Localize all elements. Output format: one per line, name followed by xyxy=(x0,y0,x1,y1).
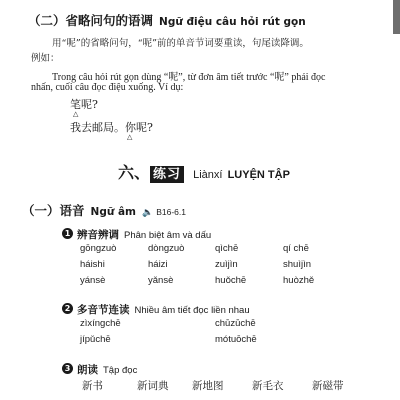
speaker-icon[interactable]: 🔈 xyxy=(142,208,154,218)
audio-code: B16-6.1 xyxy=(156,207,186,217)
section-2-number: （二） xyxy=(28,13,66,28)
stress-mark-1: △ xyxy=(73,110,79,118)
ex1-word: qìchē xyxy=(215,243,239,254)
section-2-title-zh: 省略问句的语调 xyxy=(65,13,154,28)
section-2-intro-vi-line2: nhấn, cuối câu đọc điệu xuống. Ví dụ: xyxy=(31,82,184,93)
lesson-label-vi: LUYỆN TẬP xyxy=(227,169,290,181)
section-2-heading xyxy=(28,10,306,29)
lesson-label-pinyin: Liànxí xyxy=(193,169,223,181)
section-2-intro-zh-line2: 例如： xyxy=(31,53,60,64)
ex3-word: 新地图 xyxy=(192,380,224,392)
ex1-word: dòngzuò xyxy=(148,243,185,254)
section-2-intro-zh-line1: 用“呢”的省略问句，“呢”前的单音节词要重读，句尾读降调。 xyxy=(52,38,309,49)
section-1-heading xyxy=(22,200,186,219)
ex1-word: háizi xyxy=(148,259,168,270)
ex2-word: jípǔchē xyxy=(80,334,111,345)
exercise-3-heading xyxy=(62,358,137,377)
ex2-word: chūzūchē xyxy=(215,318,256,329)
lesson-label-zh: 练习 xyxy=(150,166,184,183)
ex2-word: mótuōchē xyxy=(215,334,257,345)
section-1-title-vi: Ngữ âm xyxy=(90,206,136,218)
lesson-heading xyxy=(118,160,290,183)
exercise-2-heading xyxy=(62,298,250,317)
ex1-word: yǎnsè xyxy=(148,275,174,286)
ex3-word: 新毛衣 xyxy=(252,380,284,392)
ex2-word: zìxíngchē xyxy=(80,318,121,329)
exercise-2-title-zh: 多音节连读 xyxy=(77,304,130,316)
exercise-1-title-zh: 辨音辨调 xyxy=(77,229,119,241)
exercise-1-heading xyxy=(62,223,211,242)
ex1-word: qí chē xyxy=(283,243,309,254)
ex1-word: yánsè xyxy=(80,275,106,286)
ex3-word: 新书 xyxy=(82,380,103,392)
exercise-1-title-vi: Phân biệt âm và dấu xyxy=(124,230,212,241)
section-2-intro-vi-line1: Trong câu hỏi rút gọn dùng “呢”, từ đơn âm tiết trước “呢” phải đọc xyxy=(52,72,326,83)
page-edge-tab xyxy=(393,0,400,34)
exercise-3-bullet: 3 xyxy=(62,363,73,374)
exercise-3-title-vi: Tập đọc xyxy=(103,365,138,376)
ex1-word: zuìjìn xyxy=(215,259,238,270)
section-1-title-zh: 语音 xyxy=(59,203,85,218)
exercise-3-title-zh: 朗读 xyxy=(77,364,98,376)
ex1-word: háishi xyxy=(80,259,105,270)
example-1: 笔呢? xyxy=(70,98,98,111)
exercise-2-bullet: 2 xyxy=(62,303,73,314)
ex1-word: huǒchē xyxy=(215,275,247,286)
example-2: 我去邮局。你呢? xyxy=(70,121,153,134)
ex3-word: 新磁带 xyxy=(312,380,344,392)
ex1-word: gōngzuò xyxy=(80,243,117,254)
section-1-number: （一） xyxy=(22,203,60,218)
exercise-2-title-vi: Nhiều âm tiết đọc liền nhau xyxy=(134,305,250,316)
lesson-number: 六、 xyxy=(118,163,151,182)
stress-mark-2: △ xyxy=(127,133,133,141)
ex1-word: shuìjìn xyxy=(283,259,311,270)
ex1-word: huòzhě xyxy=(283,275,315,286)
section-2-title-vi: Ngữ điệu câu hỏi rút gọn xyxy=(159,16,306,28)
exercise-1-bullet: 1 xyxy=(62,228,73,239)
ex3-word: 新词典 xyxy=(137,380,169,392)
